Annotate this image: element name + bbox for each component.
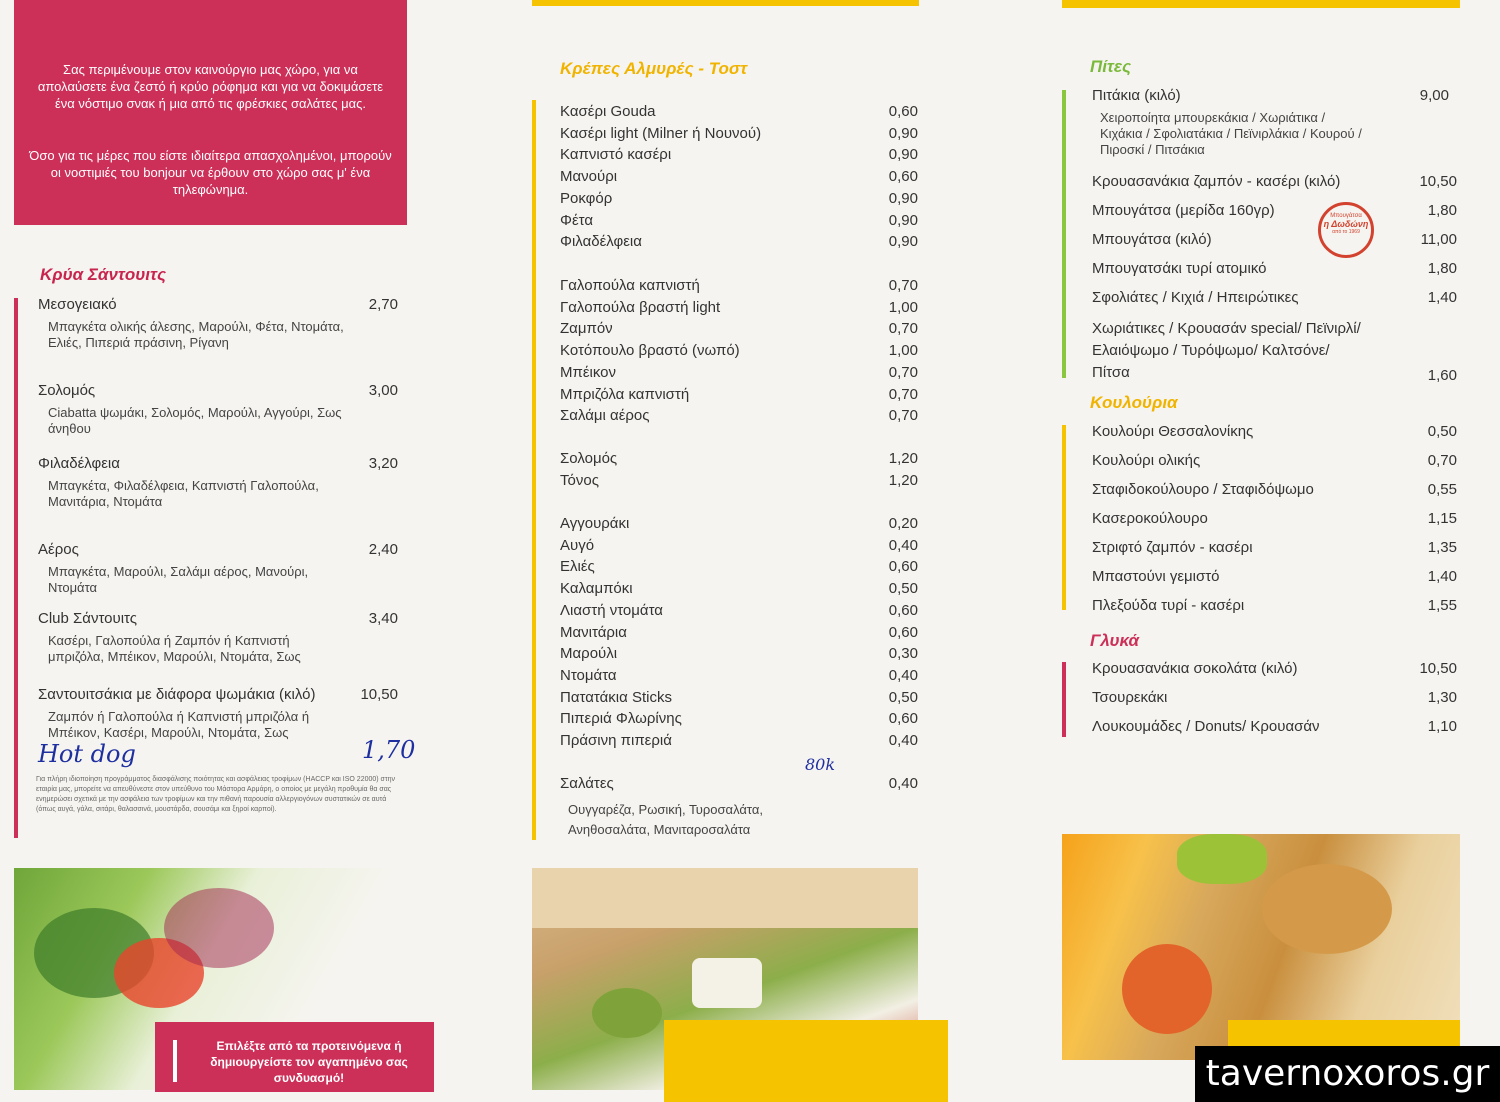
item-name: Χωριάτικες / Κρουασάν special/ Πεϊνιρλί/Ελαιόψωμο / Τυρόψωμο/ Καλτσόνε/Πίτσα [1092,320,1361,381]
item-price: 3,20 [368,455,398,472]
item-desc: Ουγγαρέζα, Ρωσική, Τυροσαλάτα, Ανηθοσαλάτα, Μανιταροσαλάτα [568,802,763,837]
grapes-shape [1177,834,1267,884]
handwritten-note: 80k [805,755,836,774]
allergen-note: Για πλήρη ιδιοποίηση προγράμματος διασφάλισης ποιότητας και ασφάλειας τροφίμων (HACCP και ISO 22000) στην εταιρία μας, μπορείτε να απευθύνεστε στον υπεύθυνο του Μάστορα Αρμάρη, ο οποίος με μεγάλη προθυμία θα σας ενημερώσει σχετικά με την ασφάλεια των τροφίμων και την πιθανή παρουσία αλλεργιογόνων συστατικών σε αυτά (όπως αυγά, γάλα, σιτάρι, θαλασσινά, μουστάρδα, σουσάμι και ξηροί καρποί). [36,776,396,813]
section-bar [1062,425,1066,610]
list-item [560,537,918,558]
item-name: Κρουασανάκια ζαμπόν - κασέρι (κιλό) [1092,173,1341,190]
list-item [560,233,918,254]
item-name: Πλεξούδα τυρί - κασέρι [1092,597,1245,614]
radicchio-shape [164,888,274,968]
item-price: 0,60 [888,710,918,728]
item-price: 10,50 [360,686,398,703]
list-item [1092,689,1457,706]
list-item [1092,318,1457,384]
item-name: Κασεροκούλουρο [1092,510,1208,527]
item-name: Ροκφόρ [560,189,613,207]
list-item [560,342,918,363]
item-price: 0,90 [888,189,918,207]
item-price: 0,40 [888,536,918,554]
list-item [560,732,918,753]
item-price: 0,90 [888,146,918,164]
feta-shape [692,958,762,1008]
item-price: 0,20 [888,515,918,532]
item-name: Φέτα [560,211,594,229]
item-name: Ελιές [560,558,595,576]
item-price: 0,60 [888,601,918,619]
peach-shape [1122,944,1212,1034]
list-item [560,277,918,298]
list-item [560,212,918,233]
item-price: 0,60 [888,558,918,576]
item-price: 0,40 [888,732,918,749]
item-desc: Μπαγκέτα ολικής άλεσης, Μαρούλι, Φέτα, Ντομάτα, Ελιές, Πιπεριά πράσινη, Ρίγανη [48,319,344,350]
yellow-block [664,1020,948,1102]
item-name: Γαλοπούλα βραστή light [560,298,721,316]
list-item [38,610,398,627]
item-name: Μπέικον [560,363,617,381]
item-price: 0,30 [888,645,918,663]
item-name: Κασέρι light (Milner ή Νουνού) [560,124,762,142]
item-name: Κουλούρι Θεσσαλονίκης [1092,423,1254,440]
list-item [1092,289,1457,306]
item-name: Στριφτό ζαμπόν - κασέρι [1092,539,1253,556]
item-desc: Ζαμπόν ή Γαλοπούλα ή Καπνιστή μπριζόλα ή Μπέικον, Κασέρι, Μαρούλι, Ντομάτα, Σως [48,709,310,740]
item-price: 0,60 [888,103,918,120]
list-item [1092,423,1457,440]
item-price: 1,40 [1427,289,1457,306]
item-price: 0,40 [888,666,918,684]
watermark-text: tavernoxoros.gr [1205,1053,1490,1094]
list-item [1092,568,1457,585]
item-price: 2,70 [368,296,398,313]
item-price: 0,70 [1427,452,1457,469]
item-price: 0,70 [888,385,918,403]
item-name: Σαντουιτσάκια με διάφορα ψωμάκια (κιλό) [38,686,316,703]
intro-text-2: Όσο για τις μέρες που είστε ιδιαίτερα απασχολημένοι, μπορούν οι νοστιμιές του bonjour να έρθουν στο χώρο σας μ' ένα τηλεφώνημα. [29,148,392,197]
item-name: Σολομός [560,450,618,467]
list-item [560,320,918,341]
item-desc: Μπαγκέτα, Φιλαδέλφεια, Καπνιστή Γαλοπούλα, Μανιτάρια, Ντομάτα [48,478,319,509]
item-name: Μαρούλι [560,645,618,663]
item-name: Καπνιστό κασέρι [560,146,672,164]
badge-top-text: Μπουγάτσα [1330,213,1362,219]
item-price: 1,35 [1427,539,1457,556]
item-price: 0,90 [888,211,918,229]
item-name: Μπουγάτσα (κιλό) [1092,231,1212,248]
list-item [1092,452,1457,469]
item-price: 0,70 [888,320,918,338]
section-bar [14,298,18,838]
section-bar [1062,90,1066,378]
item-desc: Κασέρι, Γαλοπούλα ή Ζαμπόν ή Καπνιστή μπριζόλα, Μπέικον, Μαρούλι, Ντομάτα, Σως [48,633,301,664]
list-item [1092,87,1457,104]
list-item [1092,231,1457,248]
item-name: Τσουρεκάκι [1092,689,1168,706]
item-name: Μανιτάρια [560,623,627,641]
item-price: 1,10 [1427,718,1457,735]
list-item [1092,481,1457,498]
top-yellow-strip [1062,0,1460,8]
item-price: 1,20 [888,471,918,489]
list-item [1092,718,1457,735]
handwritten-item: Hot dog [38,740,136,768]
item-name: Σαλάτες [560,775,614,792]
item-name: Αέρος [38,541,79,558]
item-name: Τόνος [560,471,599,489]
item-price: 1,55 [1427,597,1457,614]
list-item [560,689,918,710]
item-name: Αγγουράκι [560,515,630,532]
list-item [560,364,918,385]
item-name: Club Σάντουιτς [38,610,137,627]
item-name: Λουκουμάδες / Donuts/ Κρουασάν [1092,718,1320,735]
item-name: Σαλάμι αέρος [560,407,650,425]
item-price: 0,90 [888,124,918,142]
list-item [560,580,918,601]
list-item [1092,539,1457,556]
item-price: 1,30 [1427,689,1457,706]
intro-box [14,0,407,225]
list-item [560,775,918,796]
item-name: Σολομός [38,382,96,399]
list-item [560,645,918,666]
list-item [38,382,398,399]
item-price: 0,50 [888,688,918,706]
list-item [560,386,918,407]
item-name: Πατατάκια Sticks [560,688,672,706]
item-price: 1,20 [888,450,918,467]
item-name: Μανούρι [560,168,618,186]
item-price: 0,55 [1427,481,1457,498]
item-price: 1,40 [1427,568,1457,585]
list-item [38,541,398,558]
list-item [560,190,918,211]
item-price: 3,40 [368,610,398,627]
list-item [560,103,918,124]
top-yellow-strip [532,0,919,6]
item-price: 0,50 [1427,423,1457,440]
item-name: Φιλαδέλφεια [38,455,120,472]
list-item [38,686,398,703]
list-item [560,299,918,320]
dodoni-badge [1318,202,1374,258]
list-item [560,472,918,493]
item-name: Μπουγάτσα (μερίδα 160γρ) [1092,202,1275,219]
item-price: 10,50 [1419,660,1457,677]
list-item [560,515,918,536]
item-price: 1,00 [888,298,918,316]
item-desc: Μπαγκέτα, Μαρούλι, Σαλάμι αέρος, Μανούρι, Ντομάτα [48,564,309,595]
item-name: Καλαμπόκι [560,580,633,598]
item-name: Λιαστή ντομάτα [560,601,663,619]
section-title-koulouria: Κουλούρια [1090,393,1178,412]
promo-box [155,1022,434,1092]
section-bar [532,100,536,840]
item-price: 0,70 [888,277,918,294]
item-name: Σταφιδοκούλουρο / Σταφιδόψωμο [1092,481,1314,498]
item-name: Ντομάτα [560,666,617,684]
promo-bar [173,1040,177,1082]
item-name: Κοτόπουλο βραστό (νωπό) [560,342,740,360]
watermark-box [1195,1046,1500,1102]
item-price: 1,80 [1427,202,1457,219]
list-item [560,146,918,167]
item-name: Μπριζόλα καπνιστή [560,385,690,403]
list-item [1092,510,1457,527]
handwritten-price: 1,70 [362,736,416,764]
section-title-pies: Πίτες [1090,57,1132,76]
item-price: 10,50 [1419,173,1457,190]
item-name: Πράσινη πιπεριά [560,732,672,749]
item-price: 1,00 [888,342,918,360]
item-price: 3,00 [368,382,398,399]
item-price: 1,60 [1427,367,1457,384]
item-desc: Χειροποίητα μπουρεκάκια / Χωριάτικα / Κιχάκια / Σφολιατάκια / Πεϊνιρλάκια / Κουρού / Πιροσκί / Πιτσάκια [1100,110,1362,157]
bread-shape [532,868,918,928]
list-item [560,407,918,428]
promo-text: Επιλέξτε από τα προτεινόμενα ή δημιουργείστε τον αγαπημένο σας συνδυασμό! [210,1039,408,1085]
list-item [38,296,398,313]
list-item [560,602,918,623]
avocado-shape [592,988,662,1038]
list-item [560,558,918,579]
list-item [38,455,398,472]
item-desc: Ciabatta ψωμάκι, Σολομός, Μαρούλι, Αγγούρι, Σως άνηθου [48,405,342,436]
item-name: Σφολιάτες / Κιχιά / Ηπειρώτικες [1092,289,1299,306]
list-item [1092,173,1457,190]
list-item [1092,260,1457,277]
list-item [560,710,918,731]
list-item [560,125,918,146]
item-name: Γαλοπούλα καπνιστή [560,277,700,294]
intro-text-1: Σας περιμένουμε στον καινούργιο μας χώρο, για να απολαύσετε ένα ζεστό ή κρύο ρόφημα και για να δοκιμάσετε ένα νόστιμο σνακ ή μια από τις φρέσκιες σαλάτες μας. [37,62,384,111]
list-item [560,168,918,189]
badge-main-text: η Δωδώνη [1323,219,1369,229]
item-price: 0,90 [888,233,918,251]
item-name: Αυγό [560,536,595,554]
item-price: 0,40 [888,775,918,792]
item-name: Μπουγατσάκι τυρί ατομικό [1092,260,1267,277]
item-price: 0,60 [888,623,918,641]
item-price: 9,00 [1419,87,1449,104]
item-name: Μεσογειακό [38,296,117,313]
list-item [1092,660,1457,677]
list-item [560,667,918,688]
item-price: 2,40 [368,541,398,558]
list-item [560,450,918,471]
item-price: 11,00 [1420,231,1457,248]
item-price: 1,80 [1427,260,1457,277]
badge-bottom-text: από το 1969 [1332,229,1360,235]
item-name: Κασέρι Gouda [560,103,656,120]
item-name: Μπαστούνι γεμιστό [1092,568,1220,585]
section-title-sweets: Γλυκά [1090,631,1140,650]
item-name: Κρουασανάκια σοκολάτα (κιλό) [1092,660,1298,677]
item-price: 0,70 [888,407,918,425]
item-price: 0,50 [888,580,918,598]
item-name: Ζαμπόν [560,320,613,338]
section-title-cold-sandwiches: Κρύα Σάντουιτς [40,265,167,284]
item-name: Πιτάκια (κιλό) [1092,87,1181,104]
item-name: Κουλούρι ολικής [1092,452,1201,469]
item-price: 0,60 [888,168,918,186]
list-item [1092,202,1457,219]
bun-shape [1262,864,1392,954]
item-price: 1,15 [1427,510,1457,527]
section-bar [1062,662,1066,737]
item-price: 0,70 [888,363,918,381]
list-item [1092,597,1457,614]
item-name: Φιλαδέλφεια [560,233,642,251]
item-name: Πιπεριά Φλωρίνης [560,710,682,728]
section-title-crepes: Κρέπες Αλμυρές - Τοστ [560,59,748,78]
list-item [560,624,918,645]
